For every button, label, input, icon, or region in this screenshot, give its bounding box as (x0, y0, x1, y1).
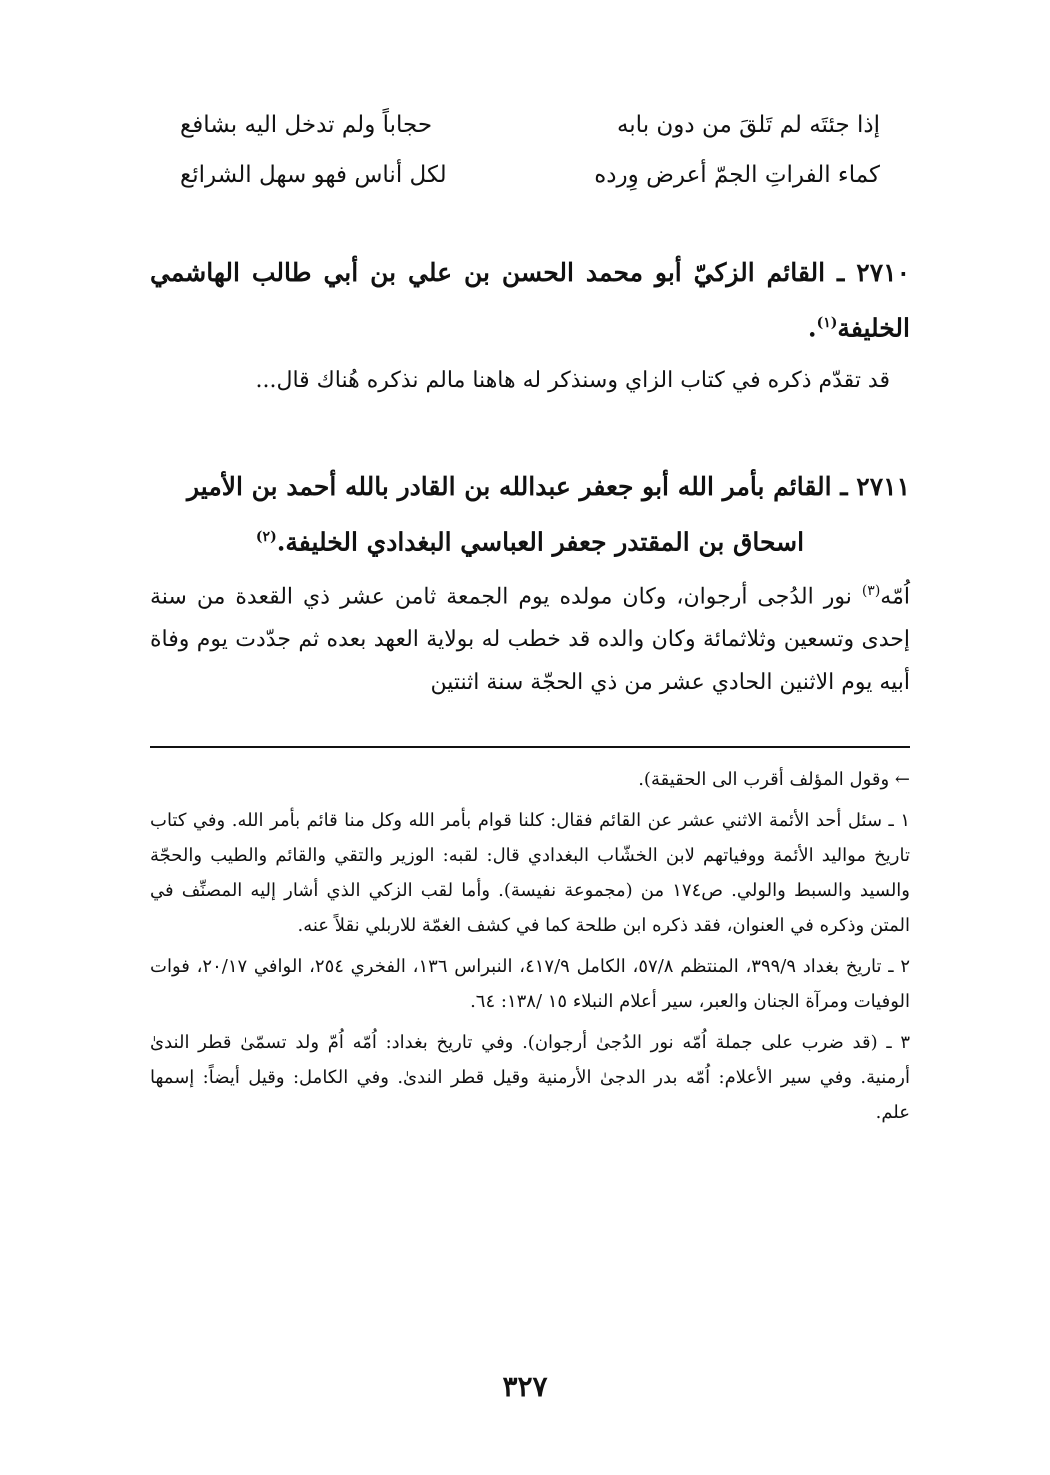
verse-1-second-hemistich: حجاباً ولم تدخل اليه بشافع (180, 112, 433, 138)
entry-2711-body-text: نور الدُجى أرجوان، وكان مولده يوم الجمعة ثامن عشر ذي القعدة من سنة إحدى وتسعين وثلاثمائة وكان والده قد خطب له بولاية العهد بعده ثم جدّدت يوم وفاة أبيه يوم الاثنين الحادي عشر من ذي الحجّة سنة اثنتين (150, 583, 910, 695)
verse-2-second-hemistich: لكل أناس فهو سهل الشرائع (180, 162, 447, 188)
verse-1-first-hemistich: إذا جئتَه لم تَلقَ من دون بابه (616, 112, 880, 138)
footnote-3: ٣ ـ (قد ضرب على جملة اُمّه نور الدُجىٰ أرجوان). وفي تاريخ بغداد: اُمّه اُمّ ولد تسمّىٰ قطر الندىٰ أرمنية. وفي سير الأعلام: اُمّه بدر الدجىٰ الأرمنية وقيل قطر الندىٰ. وفي الكامل: وقيل أيضاً: إسمها علم. (150, 1031, 910, 1123)
entry-2711-title-line2-wrap (150, 512, 910, 567)
page-number: ٣٢٧ (502, 1370, 548, 1403)
verse-1 (150, 100, 910, 150)
entry-2710-title (150, 248, 910, 353)
entry-2710-title-text: ٢٧١٠ ـ القائم الزكيّ أبو محمد الحسن بن علي بن أبي طالب الهاشمي الخليفة (150, 258, 910, 343)
entry-2711-title-line1: ٢٧١١ ـ القائم بأمر الله أبو جعفر عبدالله بن القادر بالله أحمد بن الأمير (186, 472, 910, 502)
entry-2710-end-punct: . (807, 313, 817, 343)
entry-2711-body (150, 570, 910, 704)
page-content (150, 100, 910, 1136)
footnote-divider (150, 746, 910, 748)
entry-2711-note-ref: (٢) (255, 529, 277, 546)
poem (150, 100, 910, 200)
entry-2711-title (150, 462, 910, 567)
entry-2711-body-start: اُمّه (880, 583, 910, 609)
entry-2710-body: قد تقدّم ذكره في كتاب الزاي وسنذكر له هاهنا مالم نذكره هُناك قال... (255, 368, 890, 394)
footnote-2: ٢ ـ تاريخ بغداد ٣٩٩/٩، المنتظم ٥٧/٨، الكامل ٤١٧/٩، النبراس ١٣٦، الفخري ٢٥٤، الوافي ٢٠/١٧، فوات الوفيات ومرآة الجنان والعبر، سير أعلام النبلاء ١٥ /١٣٨: ٦٤. (150, 955, 910, 1012)
footnote-continuation: ← وقول المؤلف أقرب الى الحقيقة). (638, 768, 910, 790)
entry-2711-body-note-ref: (٣) (861, 582, 881, 599)
entry-2710-note-ref: (١) (816, 315, 838, 331)
footnotes (150, 762, 910, 1130)
footnote-1: ١ ـ سئل أحد الأئمة الاثني عشر عن القائم فقال: كلنا قوام بأمر الله وكل منا قائم بأمر الله. وفي كتاب تاريخ مواليد الأئمة ووفياتهم لابن الخشّاب البغدادي قال: لقبه: الوزير والتقي والقائم والطيب والحجّة والسيد والسبط والولي. ص١٧٤ من (مجموعة نفيسة). وأما لقب الزكي الذي أشار إليه المصنِّف في المتن وذكره في العنوان، فقد ذكره ابن طلحة كما في كشف الغمّة للاربلي نقلاً عنه. (150, 809, 910, 936)
verse-2 (150, 150, 910, 200)
verse-2-first-hemistich: كماء الفراتِ الجمّ أعرض وِرده (594, 162, 880, 188)
entry-2711-title-line2: اسحاق بن المقتدر جعفر العباسي البغدادي الخليفة. (276, 527, 805, 557)
